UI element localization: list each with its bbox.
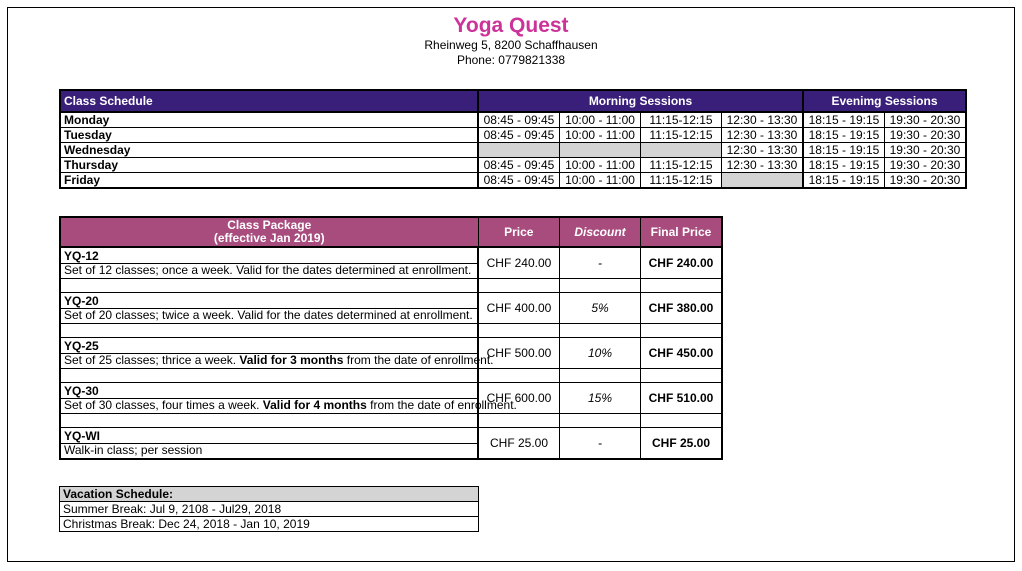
final-price-header: Final Price bbox=[641, 217, 723, 247]
class-package-table bbox=[59, 216, 723, 460]
day-label: Monday bbox=[60, 112, 478, 128]
package-description bbox=[60, 383, 517, 414]
package-final-price: CHF 510.00 bbox=[641, 383, 723, 414]
price-header: Price bbox=[478, 217, 560, 247]
phone: Phone: 0779821338 bbox=[456, 53, 566, 67]
vacation-item: Christmas Break: Dec 24, 2018 - Jan 10, 2019 bbox=[60, 517, 479, 532]
package-price: CHF 240.00 bbox=[478, 247, 560, 279]
package-header bbox=[60, 217, 478, 247]
package-text: Set of 20 classes; twice a week. Valid for the dates determined at enrollment. bbox=[64, 307, 473, 322]
day-label: Friday bbox=[64, 173, 101, 187]
time-slot: 08:45 - 09:45 bbox=[478, 173, 560, 189]
package-price: CHF 600.00 bbox=[478, 383, 560, 414]
time-slot: 08:45 - 09:45 bbox=[478, 112, 560, 128]
class-schedule-table bbox=[59, 89, 967, 189]
package-code: YQ-WI bbox=[61, 430, 477, 444]
time-slot: 11:15-12:15 bbox=[641, 158, 722, 173]
day-label: Wednesday bbox=[60, 143, 478, 158]
time-slot-empty bbox=[722, 173, 804, 189]
time-slot: 19:30 - 20:30 bbox=[885, 173, 967, 189]
time-slot: 18:15 - 19:15 bbox=[803, 128, 885, 143]
package-row bbox=[60, 383, 722, 414]
time-slot: 10:00 - 11:00 bbox=[560, 158, 641, 173]
vacation-title: Vacation Schedule: bbox=[60, 487, 479, 502]
page-title: Yoga Quest bbox=[453, 14, 569, 37]
package-description bbox=[60, 247, 478, 279]
package-row bbox=[60, 293, 722, 324]
vacation-item: Summer Break: Jul 9, 2108 - Jul29, 2018 bbox=[60, 502, 479, 517]
time-slot: 19:30 - 20:30 bbox=[885, 128, 967, 143]
time-slot: 12:30 - 13:30 bbox=[722, 158, 804, 173]
package-description bbox=[60, 428, 478, 460]
package-discount: 10% bbox=[560, 338, 641, 369]
package-code: YQ-12 bbox=[61, 250, 477, 264]
package-header-title: Class Package bbox=[227, 218, 312, 232]
spacer-row bbox=[60, 324, 722, 338]
schedule-title: Class Schedule bbox=[60, 90, 478, 112]
morning-sessions-header: Morning Sessions bbox=[478, 90, 803, 112]
package-row bbox=[60, 338, 722, 369]
time-slot-empty bbox=[560, 143, 641, 158]
package-final-price: CHF 25.00 bbox=[641, 428, 723, 460]
address: Rheinweg 5, 8200 Schaffhausen bbox=[424, 38, 598, 52]
time-slot: 19:30 - 20:30 bbox=[885, 143, 967, 158]
schedule-row bbox=[60, 173, 966, 189]
package-row bbox=[60, 247, 722, 279]
time-slot: 10:00 - 11:00 bbox=[560, 173, 641, 189]
spacer-row bbox=[60, 279, 722, 293]
time-slot: 12:30 - 13:30 bbox=[722, 112, 804, 128]
package-price: CHF 500.00 bbox=[478, 338, 560, 369]
time-slot: 10:00 - 11:00 bbox=[560, 128, 641, 143]
package-price: CHF 25.00 bbox=[478, 428, 560, 460]
vacation-schedule-table bbox=[59, 486, 479, 532]
discount-header: Discount bbox=[560, 217, 641, 247]
package-final-price: CHF 450.00 bbox=[641, 338, 723, 369]
package-code: YQ-30 bbox=[61, 385, 477, 399]
time-slot: 19:30 - 20:30 bbox=[885, 158, 967, 173]
time-slot: 11:15-12:15 bbox=[641, 128, 722, 143]
package-final-price: CHF 380.00 bbox=[641, 293, 723, 324]
schedule-row bbox=[60, 158, 966, 173]
package-description bbox=[60, 293, 478, 324]
package-text: Set of 25 classes; thrice a week. Valid for 3 months from the date of enrollment. bbox=[64, 352, 494, 367]
package-text: Set of 30 classes, four times a week. Valid for 4 months from the date of enrollment. bbox=[64, 397, 517, 412]
time-slot: 08:45 - 09:45 bbox=[478, 158, 560, 173]
schedule-row bbox=[60, 112, 966, 128]
schedule-row bbox=[60, 128, 966, 143]
time-slot: 11:15-12:15 bbox=[641, 112, 722, 128]
time-slot: 12:30 - 13:30 bbox=[722, 128, 804, 143]
evening-sessions-header: Evenimg Sessions bbox=[803, 90, 966, 112]
package-code: YQ-20 bbox=[61, 295, 477, 309]
time-slot-empty bbox=[478, 143, 560, 158]
package-code: YQ-25 bbox=[61, 340, 477, 354]
time-slot: 18:15 - 19:15 bbox=[803, 158, 885, 173]
package-final-price: CHF 240.00 bbox=[641, 247, 723, 279]
package-text: Set of 12 classes; once a week. Valid for the dates determined at enrollment. bbox=[64, 262, 472, 277]
schedule-row bbox=[60, 143, 966, 158]
header bbox=[0, 14, 1022, 68]
time-slot: 18:15 - 19:15 bbox=[803, 143, 885, 158]
time-slot: 18:15 - 19:15 bbox=[803, 112, 885, 128]
time-slot-empty bbox=[641, 143, 722, 158]
package-price: CHF 400.00 bbox=[478, 293, 560, 324]
spacer-row bbox=[60, 369, 722, 383]
time-slot: 12:30 - 13:30 bbox=[722, 143, 804, 158]
package-row bbox=[60, 428, 722, 460]
time-slot: 10:00 - 11:00 bbox=[560, 112, 641, 128]
day-label: Thursday bbox=[60, 158, 478, 173]
time-slot: 08:45 - 09:45 bbox=[478, 128, 560, 143]
day-label: Tuesday bbox=[60, 128, 478, 143]
package-text: Walk-in class; per session bbox=[64, 442, 203, 457]
time-slot: 18:15 - 19:15 bbox=[803, 173, 885, 189]
package-discount: - bbox=[560, 247, 641, 279]
package-description bbox=[60, 338, 494, 369]
spacer-row bbox=[60, 414, 722, 428]
time-slot: 19:30 - 20:30 bbox=[885, 112, 967, 128]
package-discount: 5% bbox=[560, 293, 641, 324]
package-header-subtitle: (effective Jan 2019) bbox=[213, 231, 325, 245]
time-slot: 11:15-12:15 bbox=[641, 173, 722, 189]
package-discount: 15% bbox=[560, 383, 641, 414]
package-discount: - bbox=[560, 428, 641, 460]
